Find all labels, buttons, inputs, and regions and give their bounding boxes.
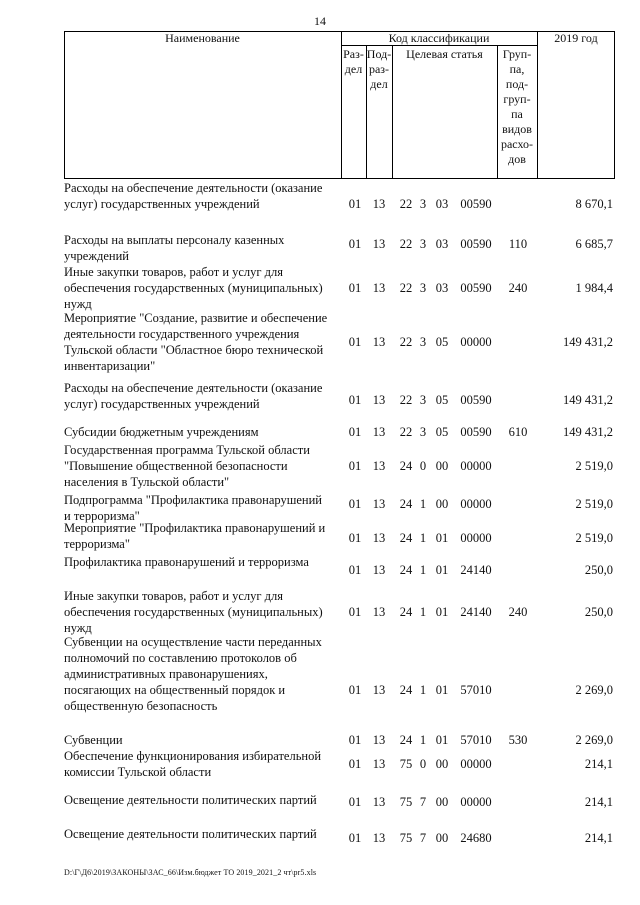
expense-group-code: 610 (508, 425, 528, 439)
podrazdel-code: 13 (372, 757, 386, 771)
target-code-event: 00 (435, 831, 449, 845)
razdel-code: 01 (348, 425, 362, 439)
podrazdel-code: 13 (372, 393, 386, 407)
table-header (64, 31, 615, 179)
row-name-line: Подпрограмма "Профилактика правонарушений (64, 493, 322, 507)
row-name-line: услуг) государственных учреждений (64, 397, 260, 411)
target-code-event: 05 (435, 393, 449, 407)
row-name (64, 442, 340, 490)
row-name (64, 424, 340, 440)
expense-group-code: 240 (508, 281, 528, 295)
target-code-program: 22 (399, 335, 413, 349)
header-podrazdel (366, 47, 392, 92)
amount-2019: 149 431,2 (563, 425, 613, 439)
target-code-event: 01 (435, 683, 449, 697)
row-name-line: инвентаризации" (64, 359, 156, 373)
target-code-program: 24 (399, 683, 413, 697)
row-name-line: учреждений (64, 249, 129, 263)
header-text: расхо- (500, 137, 534, 151)
target-code-subprogram: 7 (419, 831, 427, 845)
razdel-code: 01 (348, 281, 362, 295)
row-name-line: Субсидии бюджетным учреждениям (64, 425, 259, 439)
podrazdel-code: 13 (372, 831, 386, 845)
row-name (64, 520, 340, 552)
row-name-line: Профилактика правонарушений и терроризма (64, 555, 309, 569)
target-code-direction: 00000 (460, 497, 492, 511)
target-code-program: 75 (399, 757, 413, 771)
target-code-direction: 24140 (460, 563, 492, 577)
target-code-event: 00 (435, 497, 449, 511)
podrazdel-code: 13 (372, 795, 386, 809)
target-code-program: 22 (399, 393, 413, 407)
expense-group-code: 240 (508, 605, 528, 619)
target-code-subprogram: 3 (419, 393, 427, 407)
row-name (64, 588, 340, 636)
target-code-event: 03 (435, 197, 449, 211)
target-code-direction: 00590 (460, 425, 492, 439)
target-code-program: 24 (399, 563, 413, 577)
header-text: груп- (503, 92, 531, 106)
row-name-line: полномочий по составлению протоколов об (64, 651, 297, 665)
amount-2019: 149 431,2 (563, 335, 613, 349)
target-code-subprogram: 3 (419, 197, 427, 211)
row-name (64, 826, 340, 842)
target-code-program: 24 (399, 733, 413, 747)
row-name (64, 792, 340, 808)
podrazdel-code: 13 (372, 531, 386, 545)
row-name-line: Государственная программа Тульской области (64, 443, 310, 457)
razdel-code: 01 (348, 197, 362, 211)
target-code-direction: 00000 (460, 335, 492, 349)
razdel-code: 01 (348, 605, 362, 619)
amount-2019: 149 431,2 (563, 393, 613, 407)
razdel-code: 01 (348, 237, 362, 251)
row-name-line: Иные закупки товаров, работ и услуг для (64, 265, 284, 279)
podrazdel-code: 13 (372, 459, 386, 473)
razdel-code: 01 (348, 733, 362, 747)
expense-group-code: 110 (508, 237, 528, 251)
razdel-code: 01 (348, 683, 362, 697)
row-name-line: нужд (64, 621, 92, 635)
target-code-subprogram: 1 (419, 683, 427, 697)
header-year: 2019 год (554, 31, 598, 45)
podrazdel-code: 13 (372, 425, 386, 439)
target-code-direction: 00000 (460, 531, 492, 545)
amount-2019: 2 519,0 (575, 459, 613, 473)
row-name-line: обеспечения государственных (муниципальных) (64, 281, 323, 295)
divider (537, 31, 538, 179)
target-code-subprogram: 3 (419, 425, 427, 439)
podrazdel-code: 13 (372, 281, 386, 295)
target-code-subprogram: 1 (419, 531, 427, 545)
amount-2019: 214,1 (584, 757, 613, 771)
target-code-program: 24 (399, 459, 413, 473)
target-code-event: 00 (435, 795, 449, 809)
target-code-direction: 57010 (460, 683, 492, 697)
row-name-line: Мероприятие "Профилактика правонарушений и (64, 521, 326, 535)
header-text: па (511, 107, 523, 121)
row-name-line: Обеспечение функционирования избирательной (64, 749, 322, 763)
razdel-code: 01 (348, 531, 362, 545)
podrazdel-code: 13 (372, 683, 386, 697)
target-code-program: 24 (399, 531, 413, 545)
target-code-direction: 00000 (460, 459, 492, 473)
header-text: Груп- (502, 47, 532, 61)
target-code-event: 03 (435, 281, 449, 295)
target-code-direction: 57010 (460, 733, 492, 747)
razdel-code: 01 (348, 563, 362, 577)
header-razdel (341, 47, 366, 77)
row-name-line: комиссии Тульской области (64, 765, 212, 779)
header-text: дел (370, 77, 388, 91)
row-name-line: Иные закупки товаров, работ и услуг для (64, 589, 284, 603)
target-code-event: 01 (435, 531, 449, 545)
row-name-line: услуг) государственных учреждений (64, 197, 260, 211)
target-code-program: 75 (399, 795, 413, 809)
page-number: 14 (314, 14, 326, 28)
target-code-event: 00 (435, 459, 449, 473)
target-code-direction: 00590 (460, 281, 492, 295)
target-code-program: 75 (399, 831, 413, 845)
row-name-line: Освещение деятельности политических партий (64, 827, 317, 841)
amount-2019: 2 269,0 (575, 733, 613, 747)
target-code-direction: 00590 (460, 197, 492, 211)
row-name-line: и терроризма" (64, 509, 140, 523)
target-code-subprogram: 3 (419, 237, 427, 251)
target-code-subprogram: 3 (419, 335, 427, 349)
row-name (64, 634, 340, 714)
razdel-code: 01 (348, 795, 362, 809)
amount-2019: 6 685,7 (575, 237, 613, 251)
row-name-line: общественную безопасность (64, 699, 218, 713)
row-name-line: Субвенции (64, 733, 123, 747)
header-text: под- (505, 77, 529, 91)
target-code-program: 24 (399, 605, 413, 619)
row-name-line: административных правонарушениях, (64, 667, 268, 681)
amount-2019: 214,1 (584, 795, 613, 809)
target-code-subprogram: 7 (419, 795, 427, 809)
row-name-line: посягающих на общественный порядок и (64, 683, 286, 697)
target-code-event: 01 (435, 605, 449, 619)
row-name-line: Мероприятие "Создание, развитие и обеспечение (64, 311, 328, 325)
row-name-line: Субвенции на осуществление части переданных (64, 635, 322, 649)
header-group (497, 47, 537, 167)
row-name-line: Расходы на обеспечение деятельности (оказание (64, 381, 323, 395)
podrazdel-code: 13 (372, 197, 386, 211)
row-name-line: Освещение деятельности политических партий (64, 793, 317, 807)
target-code-direction: 00590 (460, 237, 492, 251)
row-name-line: терроризма" (64, 537, 130, 551)
amount-2019: 1 984,4 (575, 281, 613, 295)
target-code-subprogram: 0 (419, 757, 427, 771)
header-text: раз- (368, 62, 390, 76)
podrazdel-code: 13 (372, 605, 386, 619)
header-classification: Код классификации (388, 31, 490, 45)
header-text: Под- (366, 47, 392, 61)
header-text: видов (502, 122, 532, 136)
row-name (64, 232, 340, 264)
razdel-code: 01 (348, 831, 362, 845)
file-path: D:\Г\Д6\2019\ЗАКОНЫ\ЗАС_66\Изм.бюджет ТО 2019_2021_2 чт\pr5.xls (64, 868, 317, 877)
target-code-direction: 24680 (460, 831, 492, 845)
header-text: Раз- (343, 47, 364, 61)
header-text: дел (344, 62, 363, 76)
target-code-direction: 00000 (460, 757, 492, 771)
row-name-line: обеспечения государственных (муниципальных) (64, 605, 323, 619)
razdel-code: 01 (348, 757, 362, 771)
row-name (64, 554, 340, 570)
target-code-subprogram: 1 (419, 497, 427, 511)
target-code-event: 01 (435, 733, 449, 747)
header-text: дов (508, 152, 526, 166)
amount-2019: 2 519,0 (575, 531, 613, 545)
podrazdel-code: 13 (372, 563, 386, 577)
podrazdel-code: 13 (372, 497, 386, 511)
target-code-subprogram: 1 (419, 563, 427, 577)
row-name-line: Расходы на обеспечение деятельности (оказание (64, 181, 323, 195)
row-name-line: нужд (64, 297, 92, 311)
target-code-program: 22 (399, 425, 413, 439)
target-code-direction: 00000 (460, 795, 492, 809)
razdel-code: 01 (348, 393, 362, 407)
row-name-line: Расходы на выплаты персоналу казенных (64, 233, 285, 247)
amount-2019: 214,1 (584, 831, 613, 845)
amount-2019: 8 670,1 (575, 197, 613, 211)
amount-2019: 2 519,0 (575, 497, 613, 511)
podrazdel-code: 13 (372, 733, 386, 747)
row-name-line: деятельности государственного учреждения (64, 327, 300, 341)
amount-2019: 250,0 (584, 563, 613, 577)
podrazdel-code: 13 (372, 237, 386, 251)
row-name (64, 380, 340, 412)
divider (392, 45, 393, 179)
target-code-event: 03 (435, 237, 449, 251)
target-code-direction: 00590 (460, 393, 492, 407)
target-code-event: 05 (435, 335, 449, 349)
row-name (64, 732, 340, 748)
target-code-program: 22 (399, 281, 413, 295)
target-code-program: 24 (399, 497, 413, 511)
row-name (64, 180, 340, 212)
row-name-line: Тульской области "Областное бюро технической (64, 343, 324, 357)
amount-2019: 2 269,0 (575, 683, 613, 697)
row-name (64, 264, 340, 312)
target-code-event: 01 (435, 563, 449, 577)
target-code-program: 22 (399, 237, 413, 251)
header-text: па, (509, 62, 525, 76)
target-code-event: 05 (435, 425, 449, 439)
target-code-subprogram: 1 (419, 605, 427, 619)
target-code-event: 00 (435, 757, 449, 771)
target-code-program: 22 (399, 197, 413, 211)
header-target: Целевая статья (406, 47, 483, 61)
expense-group-code: 530 (508, 733, 528, 747)
target-code-subprogram: 1 (419, 733, 427, 747)
podrazdel-code: 13 (372, 335, 386, 349)
target-code-subprogram: 3 (419, 281, 427, 295)
razdel-code: 01 (348, 497, 362, 511)
razdel-code: 01 (348, 335, 362, 349)
amount-2019: 250,0 (584, 605, 613, 619)
row-name (64, 748, 340, 780)
row-name (64, 310, 340, 374)
header-name: Наименование (165, 31, 240, 45)
target-code-direction: 24140 (460, 605, 492, 619)
row-name-line: населения в Тульской области" (64, 475, 230, 489)
target-code-subprogram: 0 (419, 459, 427, 473)
razdel-code: 01 (348, 459, 362, 473)
row-name-line: "Повышение общественной безопасности (64, 459, 288, 473)
